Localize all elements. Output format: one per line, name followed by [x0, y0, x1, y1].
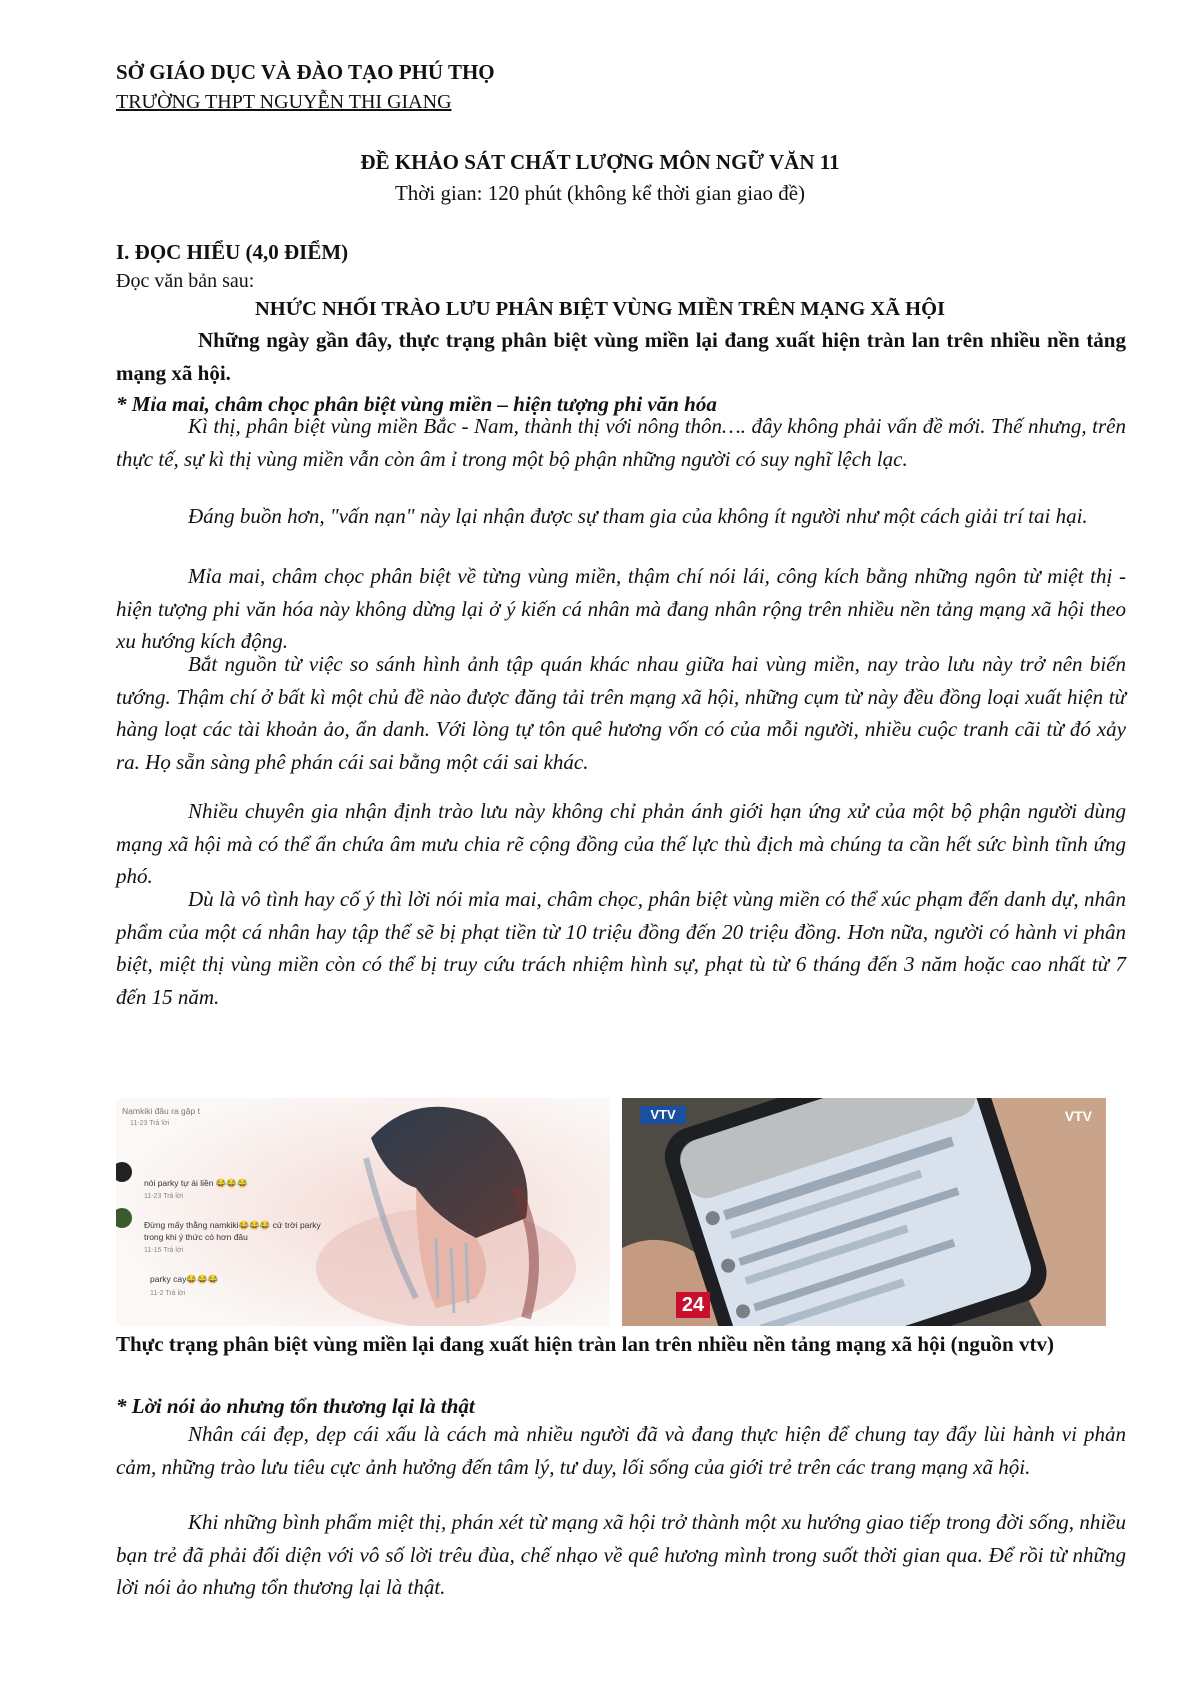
vtv-logo-right: VTV [1064, 1108, 1092, 1124]
comment-meta: 11-2 Trả lời [150, 1290, 186, 1297]
subheading-2: * Lời nói ảo nhưng tổn thương lại là thật [116, 1394, 475, 1418]
subheading-1: * Mỉa mai, châm chọc phân biệt vùng miền – hiện tượng phi văn hóa [116, 392, 717, 416]
comment-screenshot-image [116, 1098, 610, 1326]
comment-text: Đừng mấy thằng namkiki😂😂😂 cứ trời parky [144, 1220, 321, 1230]
paragraph: Đáng buồn hơn, "vấn nạn" này lại nhận được sự tham gia của không ít người như một cách giải trí tai hại. [188, 504, 1088, 528]
comment-text: parky cay😂😂😂 [150, 1274, 219, 1284]
paragraph: Dù là vô tình hay cố ý thì lời nói mỉa mai, châm chọc, phân biệt vùng miền có thể xúc phạm đến danh dự, nhân phẩm của một cá nhân hay tập thể sẽ bị phạt tiền từ 10 triệu đồng đến 20 triệu đồng. Hơn nữa, người có hành vi phân biệt, miệt thị vùng miền còn có thể bị truy cứu trách nhiệm hình sự, phạt tù từ 6 tháng đến 3 năm hoặc cao nhất từ 7 đến 15 năm. [116, 887, 1126, 1009]
article-lead: Những ngày gần đây, thực trạng phân biệt vùng miền lại đang xuất hiện tràn lan trên nhiều nền tảng mạng xã hội. [116, 328, 1126, 385]
comment-meta: 11-23 Trả lời [144, 1193, 184, 1200]
exam-time: Thời gian: 120 phút (không kể thời gian giao đề) [394, 181, 806, 205]
paragraph: Nhân cái đẹp, dẹp cái xấu là cách mà nhiều người đã và đang thực hiện để chung tay đẩy lùi hành vi phản cảm, những trào lưu tiêu cực ảnh hưởng đến tâm lý, tư duy, lối sống của giới trẻ trên các trang mạng xã hội. [116, 1422, 1126, 1479]
crying-boy-illustration [116, 1098, 610, 1326]
section-heading: I. ĐỌC HIỂU (4,0 ĐIỂM) [116, 240, 349, 264]
image-caption: Thực trạng phân biệt vùng miền lại đang xuất hiện tràn lan trên nhiều nền tảng mạng xã hội (nguồn vtv) [116, 1332, 1054, 1356]
channel-24-logo: 24 [681, 1294, 705, 1316]
vtv-logo-left: VTV [640, 1106, 686, 1124]
comment-text: nói parky tự ái liền 😂😂😂 [144, 1178, 248, 1188]
paragraph: Bắt nguồn từ việc so sánh hình ảnh tập quán khác nhau giữa hai vùng miền, nay trào lưu này trở nên biến tướng. Thậm chí ở bất kì một chủ đề nào được đăng tải trên mạng xã hội, những cụm từ này đều đồng loại xuất hiện từ hàng loạt các tài khoản ảo, ẩn danh. Với lòng tự tôn quê hương vốn có của mỗi người, nhiều cuộc tranh cãi từ đó xảy ra. Họ sẵn sàng phê phán cái sai bằng một cái sai khác. [116, 652, 1126, 774]
comment-meta: 11-23 Trả lời [130, 1120, 170, 1127]
school-name: TRƯỜNG THPT NGUYỄN THI GIANG [116, 91, 452, 113]
paragraph: Mỉa mai, châm chọc phân biệt về từng vùng miền, thậm chí nói lái, công kích bằng những ngôn từ miệt thị - hiện tượng phi văn hóa này không dừng lại ở ý kiến cá nhân mà đang nhân rộng trên nhiều nền tảng mạng xã hội theo xu hướng kích động. [116, 564, 1126, 653]
paragraph: Kì thị, phân biệt vùng miền Bắc - Nam, thành thị với nông thôn…. đây không phải vấn đề mới. Thế nhưng, trên thực tế, sự kì thị vùng miền vẫn còn âm ỉ trong một bộ phận những người có suy nghĩ lệch lạc. [116, 414, 1126, 471]
exam-title: ĐỀ KHẢO SÁT CHẤT LƯỢNG MÔN NGỮ VĂN 11 [360, 150, 840, 174]
department-name: SỞ GIÁO DỤC VÀ ĐÀO TẠO PHÚ THỌ [116, 60, 495, 84]
comment-meta: 11-15 Trả lời [144, 1247, 184, 1254]
article-title: NHỨC NHỐI TRÀO LƯU PHÂN BIỆT VÙNG MIỀN TRÊN MẠNG XÃ HỘI [254, 298, 946, 320]
comment-text: trong khi ý thức có hơn đâu [144, 1232, 248, 1242]
phone-news-image [622, 1098, 1106, 1326]
comment-text: Namkiki đâu ra gặp t [122, 1106, 200, 1116]
reading-instruction: Đọc văn bản sau: [116, 270, 255, 292]
paragraph: Khi những bình phẩm miệt thị, phán xét từ mạng xã hội trở thành một xu hướng giao tiếp trong đời sống, nhiều bạn trẻ đã phải đối diện với vô số lời trêu đùa, chế nhạo về quê hương mình trong suốt thời gian qua. Để rồi từ những lời nói ảo nhưng tổn thương lại là thật. [116, 1510, 1126, 1599]
paragraph: Nhiều chuyên gia nhận định trào lưu này không chỉ phản ánh giới hạn ứng xử của một bộ phận người dùng mạng xã hội mà có thể ẩn chứa âm mưu chia rẽ cộng đồng của thế lực thù địch mà chúng ta cần hết sức bình tĩnh ứng phó. [116, 799, 1126, 888]
